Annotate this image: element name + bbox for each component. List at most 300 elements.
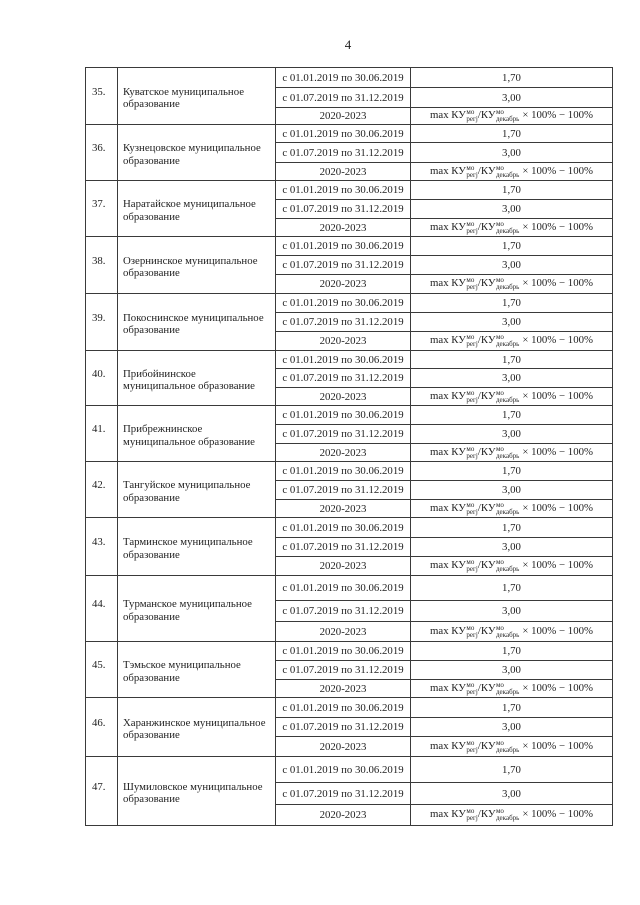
period-label: с 01.01.2019 по 30.06.2019: [276, 698, 411, 717]
coefficient-value: 3,00: [502, 259, 521, 271]
formula-superscript: мо: [496, 219, 504, 228]
formula-lead: max КУ: [430, 445, 466, 458]
formula-superscript: мо: [466, 163, 475, 172]
municipality-name: [118, 698, 276, 756]
period-label: с 01.01.2019 по 30.06.2019: [276, 351, 411, 368]
formula-subscript: регj: [466, 745, 478, 754]
row-number: 35.: [86, 68, 118, 124]
municipality-name: [118, 68, 276, 124]
formula-divider: /КУ: [477, 739, 496, 752]
formula-superscript: мо: [466, 108, 475, 116]
formula-index: [466, 390, 477, 404]
coefficient-value: 1,70: [502, 71, 521, 84]
period-row: [276, 783, 612, 805]
period-label: с 01.01.2019 по 30.06.2019: [276, 518, 411, 537]
formula-divider: /КУ: [477, 389, 496, 402]
formula-subscript: регj: [466, 814, 478, 822]
period-label: с 01.01.2019 по 30.06.2019: [276, 181, 411, 199]
formula-lead: max КУ: [430, 334, 466, 346]
formula-subscript: декабрь: [496, 340, 520, 348]
formula-expression: [430, 808, 593, 822]
period-label: с 01.07.2019 по 31.12.2019: [276, 661, 411, 679]
formula-divider: /КУ: [477, 559, 496, 571]
formula-index: [466, 165, 477, 179]
formula-index: [496, 221, 519, 235]
period-label: с 01.07.2019 по 31.12.2019: [276, 143, 411, 162]
formula-subscript: регj: [466, 630, 478, 639]
formula-subscript: декабрь: [496, 745, 520, 754]
formula-subscript: регj: [466, 451, 478, 460]
formula-expression: [430, 682, 593, 696]
municipality-name-line: образование: [123, 98, 180, 110]
formula-superscript: мо: [496, 108, 504, 116]
period-row: [276, 576, 612, 601]
row-number: 37.: [86, 181, 118, 236]
period-row: [276, 718, 612, 737]
formula-subscript: декабрь: [496, 565, 520, 573]
period-label: с 01.01.2019 по 30.06.2019: [276, 68, 411, 87]
formula-index: [496, 165, 519, 179]
municipality-name-line: образование: [123, 324, 180, 336]
municipality-name-line: образование: [123, 491, 180, 504]
period-row: [276, 642, 612, 661]
municipality-name-line: образование: [123, 729, 180, 741]
formula-index: [466, 502, 477, 516]
period-row: [276, 737, 612, 756]
period-row: [276, 369, 612, 388]
period-rows: [276, 181, 612, 236]
municipality-name: [118, 125, 276, 180]
row-number: 45.: [86, 642, 118, 697]
formula-subscript: декабрь: [496, 814, 520, 822]
table-row: [85, 462, 613, 518]
period-label: 2020-2023: [276, 680, 411, 697]
municipality-name: [118, 757, 276, 825]
coefficient-formula: [411, 805, 612, 825]
period-label: 2020-2023: [276, 622, 411, 641]
formula-tail: × 100% − 100%: [522, 445, 593, 458]
period-row: [276, 68, 612, 88]
coefficient-value: 1,70: [502, 184, 521, 196]
formula-divider: /КУ: [477, 164, 496, 177]
formula-tail: × 100% − 100%: [522, 559, 593, 571]
coefficient-value: 1,70: [502, 240, 521, 252]
formula-superscript: мо: [466, 807, 475, 815]
formula-divider: /КУ: [477, 624, 496, 637]
period-label: 2020-2023: [276, 388, 411, 405]
coefficient-value: 1,70: [502, 582, 521, 594]
period-row: [276, 425, 612, 444]
formula-subscript: регj: [466, 340, 478, 348]
municipality-name-line: Прибойнинское: [123, 367, 196, 380]
formula-subscript: декабрь: [496, 170, 520, 179]
formula-lead: max КУ: [430, 277, 466, 289]
formula-superscript: мо: [496, 558, 504, 566]
municipality-name-line: Тарминское муниципальное: [123, 536, 253, 548]
period-row: [276, 181, 612, 200]
coefficient-value: 3,00: [502, 721, 521, 733]
formula-index: [466, 808, 477, 822]
table-row: [85, 237, 613, 294]
formula-index: [466, 277, 477, 291]
municipality-name-line: Куватское муниципальное: [123, 85, 245, 98]
period-label: с 01.07.2019 по 31.12.2019: [276, 369, 411, 387]
period-row: [276, 237, 612, 256]
formula-expression: [430, 446, 593, 460]
period-rows: [276, 237, 612, 293]
formula-divider: /КУ: [477, 109, 496, 121]
municipality-name-lines: [123, 717, 266, 742]
formula-lead: max КУ: [430, 389, 466, 402]
formula-index: [496, 109, 519, 123]
period-rows: [276, 125, 612, 180]
municipality-name-lines: [123, 312, 264, 337]
formula-superscript: мо: [466, 680, 475, 689]
formula-lead: max КУ: [430, 808, 466, 820]
formula-superscript: мо: [496, 388, 504, 397]
period-rows: [276, 351, 612, 405]
formula-subscript: регj: [466, 170, 478, 179]
municipality-name-lines: [123, 423, 255, 448]
municipality-name-line: Покоснинское муниципальное: [123, 311, 264, 324]
period-label: 2020-2023: [276, 500, 411, 517]
formula-index: [466, 559, 477, 573]
formula-expression: [430, 559, 593, 573]
coefficient-value: 1,70: [502, 465, 521, 477]
coefficient-formula: [411, 500, 612, 517]
formula-lead: max КУ: [430, 739, 466, 752]
coefficient-value: 3,00: [502, 146, 521, 159]
coefficient-value: 1,70: [502, 763, 521, 776]
formula-superscript: мо: [496, 276, 504, 284]
coefficient-value: 1,70: [502, 297, 521, 309]
coefficient-formula: [411, 388, 612, 405]
formula-index: [466, 682, 477, 696]
formula-index: [466, 740, 477, 754]
formula-subscript: декабрь: [496, 395, 520, 404]
coefficient-value: 3,00: [502, 91, 521, 104]
period-label: с 01.01.2019 по 30.06.2019: [276, 757, 411, 782]
table-row: [85, 181, 613, 237]
formula-index: [496, 334, 519, 348]
period-label: с 01.01.2019 по 30.06.2019: [276, 642, 411, 660]
formula-divider: /КУ: [477, 681, 496, 694]
formula-expression: [430, 390, 593, 404]
formula-superscript: мо: [496, 680, 504, 689]
coefficient-value: 1,70: [502, 353, 521, 366]
period-label: с 01.07.2019 по 31.12.2019: [276, 256, 411, 274]
period-row: [276, 805, 612, 825]
municipality-name-line: муниципальное образование: [123, 435, 255, 448]
formula-lead: max КУ: [430, 220, 466, 233]
coefficient-formula: [411, 622, 612, 641]
formula-subscript: декабрь: [496, 451, 520, 460]
table-row: [85, 351, 613, 406]
formula-index: [496, 559, 519, 573]
formula-tail: × 100% − 100%: [522, 220, 593, 233]
formula-superscript: мо: [496, 163, 504, 172]
municipality-name-line: образование: [123, 793, 180, 805]
period-label: с 01.07.2019 по 31.12.2019: [276, 313, 411, 331]
coefficient-value: 1,70: [502, 521, 521, 534]
formula-subscript: регj: [466, 115, 478, 123]
period-row: [276, 518, 612, 538]
period-row: [276, 200, 612, 219]
row-number: 40.: [86, 351, 118, 405]
formula-tail: × 100% − 100%: [522, 109, 593, 121]
formula-lead: max КУ: [430, 624, 466, 637]
formula-superscript: мо: [466, 444, 475, 453]
municipality-name-line: Тангуйское муниципальное: [123, 479, 251, 491]
row-number: 44.: [86, 576, 118, 641]
period-row: [276, 601, 612, 622]
municipality-name-line: образование: [123, 671, 180, 684]
formula-superscript: мо: [466, 500, 475, 509]
formula-tail: × 100% − 100%: [522, 624, 593, 637]
formula-subscript: регj: [466, 507, 478, 516]
coefficient-table: [85, 67, 613, 826]
formula-index: [466, 109, 477, 123]
period-label: 2020-2023: [276, 737, 411, 756]
formula-tail: × 100% − 100%: [522, 164, 593, 177]
formula-superscript: мо: [496, 807, 504, 815]
period-label: с 01.01.2019 по 30.06.2019: [276, 125, 411, 142]
formula-divider: /КУ: [477, 808, 496, 820]
formula-index: [466, 625, 477, 639]
formula-superscript: мо: [466, 388, 475, 397]
municipality-name: [118, 518, 276, 575]
coefficient-formula: [411, 163, 612, 180]
formula-divider: /КУ: [477, 220, 496, 233]
municipality-name-lines: [123, 479, 250, 504]
formula-subscript: декабрь: [496, 630, 520, 639]
period-label: с 01.07.2019 по 31.12.2019: [276, 783, 411, 804]
period-row: [276, 622, 612, 641]
municipality-name-line: муниципальное образование: [123, 380, 255, 392]
coefficient-value: 3,00: [502, 541, 521, 553]
formula-index: [496, 446, 519, 460]
municipality-name-lines: [123, 781, 263, 806]
period-label: с 01.01.2019 по 30.06.2019: [276, 462, 411, 480]
period-row: [276, 351, 612, 369]
formula-index: [496, 682, 519, 696]
row-number: 42.: [86, 462, 118, 517]
municipality-name: [118, 642, 276, 697]
table-row: [85, 406, 613, 462]
period-label: с 01.07.2019 по 31.12.2019: [276, 718, 411, 736]
municipality-name-line: образование: [123, 267, 180, 279]
formula-index: [496, 390, 519, 404]
period-rows: [276, 462, 612, 517]
municipality-name-line: Наратайское муниципальное: [123, 198, 256, 210]
formula-subscript: декабрь: [496, 226, 520, 235]
period-rows: [276, 757, 612, 825]
period-rows: [276, 576, 612, 641]
period-row: [276, 538, 612, 557]
municipality-name-lines: [123, 536, 253, 561]
period-row: [276, 88, 612, 108]
period-label: 2020-2023: [276, 275, 411, 293]
municipality-name-line: образование: [123, 548, 180, 561]
formula-tail: × 100% − 100%: [522, 681, 593, 694]
formula-superscript: мо: [466, 558, 475, 566]
formula-subscript: декабрь: [496, 283, 520, 291]
period-rows: [276, 642, 612, 697]
coefficient-formula: [411, 108, 612, 124]
formula-lead: max КУ: [430, 501, 466, 514]
municipality-name-lines: [123, 255, 258, 280]
table-row: [85, 125, 613, 181]
municipality-name-lines: [123, 142, 261, 167]
period-row: [276, 500, 612, 517]
municipality-name-line: Тэмьское муниципальное: [123, 659, 241, 671]
formula-superscript: мо: [496, 333, 504, 341]
period-row: [276, 256, 612, 275]
period-label: с 01.07.2019 по 31.12.2019: [276, 538, 411, 556]
row-number: 36.: [86, 125, 118, 180]
period-label: с 01.07.2019 по 31.12.2019: [276, 88, 411, 107]
formula-expression: [430, 625, 593, 639]
coefficient-value: 3,00: [502, 372, 521, 384]
period-row: [276, 661, 612, 680]
formula-superscript: мо: [466, 276, 475, 284]
municipality-name-line: Харанжинское муниципальное: [123, 716, 266, 729]
formula-expression: [430, 165, 593, 179]
row-number: 47.: [86, 757, 118, 825]
formula-superscript: мо: [496, 500, 504, 509]
coefficient-value: 1,70: [502, 127, 521, 140]
municipality-name-line: Турманское муниципальное: [123, 598, 252, 610]
formula-lead: max КУ: [430, 559, 466, 571]
coefficient-value: 3,00: [502, 316, 521, 328]
period-rows: [276, 406, 612, 461]
period-row: [276, 125, 612, 143]
municipality-name-lines: [123, 598, 252, 623]
formula-divider: /КУ: [477, 501, 496, 514]
formula-subscript: регj: [466, 687, 478, 696]
formula-divider: /КУ: [477, 277, 496, 289]
formula-tail: × 100% − 100%: [522, 389, 593, 402]
municipality-name: [118, 406, 276, 461]
period-row: [276, 406, 612, 425]
formula-index: [496, 502, 519, 516]
municipality-name-lines: [123, 659, 241, 684]
municipality-name-lines: [123, 86, 244, 111]
period-row: [276, 143, 612, 163]
period-label: 2020-2023: [276, 108, 411, 124]
formula-expression: [430, 109, 593, 123]
formula-index: [466, 221, 477, 235]
municipality-name-line: Озернинское муниципальное: [123, 254, 258, 267]
formula-subscript: декабрь: [496, 115, 520, 123]
municipality-name-lines: [123, 198, 256, 223]
period-rows: [276, 68, 612, 124]
period-row: [276, 462, 612, 481]
formula-superscript: мо: [466, 219, 475, 228]
coefficient-formula: [411, 275, 612, 293]
formula-divider: /КУ: [477, 445, 496, 458]
period-row: [276, 163, 612, 180]
municipality-name: [118, 237, 276, 293]
formula-expression: [430, 740, 593, 754]
formula-tail: × 100% − 100%: [522, 501, 593, 514]
period-row: [276, 757, 612, 783]
formula-superscript: мо: [466, 333, 475, 341]
period-row: [276, 313, 612, 332]
formula-subscript: декабрь: [496, 687, 520, 696]
period-row: [276, 698, 612, 718]
formula-lead: max КУ: [430, 681, 466, 694]
formula-index: [496, 625, 519, 639]
coefficient-formula: [411, 557, 612, 575]
formula-tail: × 100% − 100%: [522, 808, 593, 820]
municipality-name: [118, 576, 276, 641]
row-number: 43.: [86, 518, 118, 575]
page-number: 4: [344, 37, 352, 52]
period-label: с 01.07.2019 по 31.12.2019: [276, 481, 411, 499]
period-label: с 01.01.2019 по 30.06.2019: [276, 294, 411, 312]
formula-index: [496, 277, 519, 291]
period-label: с 01.01.2019 по 30.06.2019: [276, 576, 411, 600]
municipality-name: [118, 294, 276, 350]
period-row: [276, 388, 612, 405]
table-row: [85, 67, 613, 125]
formula-expression: [430, 221, 593, 235]
formula-superscript: мо: [496, 738, 504, 747]
municipality-name: [118, 351, 276, 405]
formula-subscript: регj: [466, 283, 478, 291]
period-label: 2020-2023: [276, 332, 411, 350]
coefficient-formula: [411, 444, 612, 461]
municipality-name-lines: [123, 368, 255, 393]
formula-index: [496, 808, 519, 822]
coefficient-formula: [411, 680, 612, 697]
period-label: 2020-2023: [276, 163, 411, 180]
period-rows: [276, 294, 612, 350]
period-rows: [276, 698, 612, 756]
formula-index: [466, 334, 477, 348]
formula-superscript: мо: [496, 623, 504, 632]
coefficient-formula: [411, 219, 612, 236]
period-label: с 01.07.2019 по 31.12.2019: [276, 425, 411, 443]
coefficient-value: 3,00: [502, 203, 521, 215]
coefficient-value: 3,00: [502, 484, 521, 496]
period-label: 2020-2023: [276, 444, 411, 461]
period-rows: [276, 518, 612, 575]
formula-lead: max КУ: [430, 109, 466, 121]
formula-lead: max КУ: [430, 164, 466, 177]
municipality-name: [118, 462, 276, 517]
row-number: 38.: [86, 237, 118, 293]
period-row: [276, 275, 612, 293]
formula-subscript: регj: [466, 395, 478, 404]
municipality-name-line: образование: [123, 210, 180, 223]
period-row: [276, 680, 612, 697]
formula-subscript: декабрь: [496, 507, 520, 516]
table-row: [85, 518, 613, 576]
period-label: 2020-2023: [276, 805, 411, 825]
period-row: [276, 219, 612, 236]
period-label: с 01.01.2019 по 30.06.2019: [276, 237, 411, 255]
formula-tail: × 100% − 100%: [522, 277, 593, 289]
period-row: [276, 444, 612, 461]
coefficient-value: 1,70: [502, 645, 521, 657]
coefficient-formula: [411, 332, 612, 350]
coefficient-value: 3,00: [502, 787, 521, 800]
row-number: 39.: [86, 294, 118, 350]
coefficient-value: 1,70: [502, 701, 521, 714]
period-row: [276, 332, 612, 350]
